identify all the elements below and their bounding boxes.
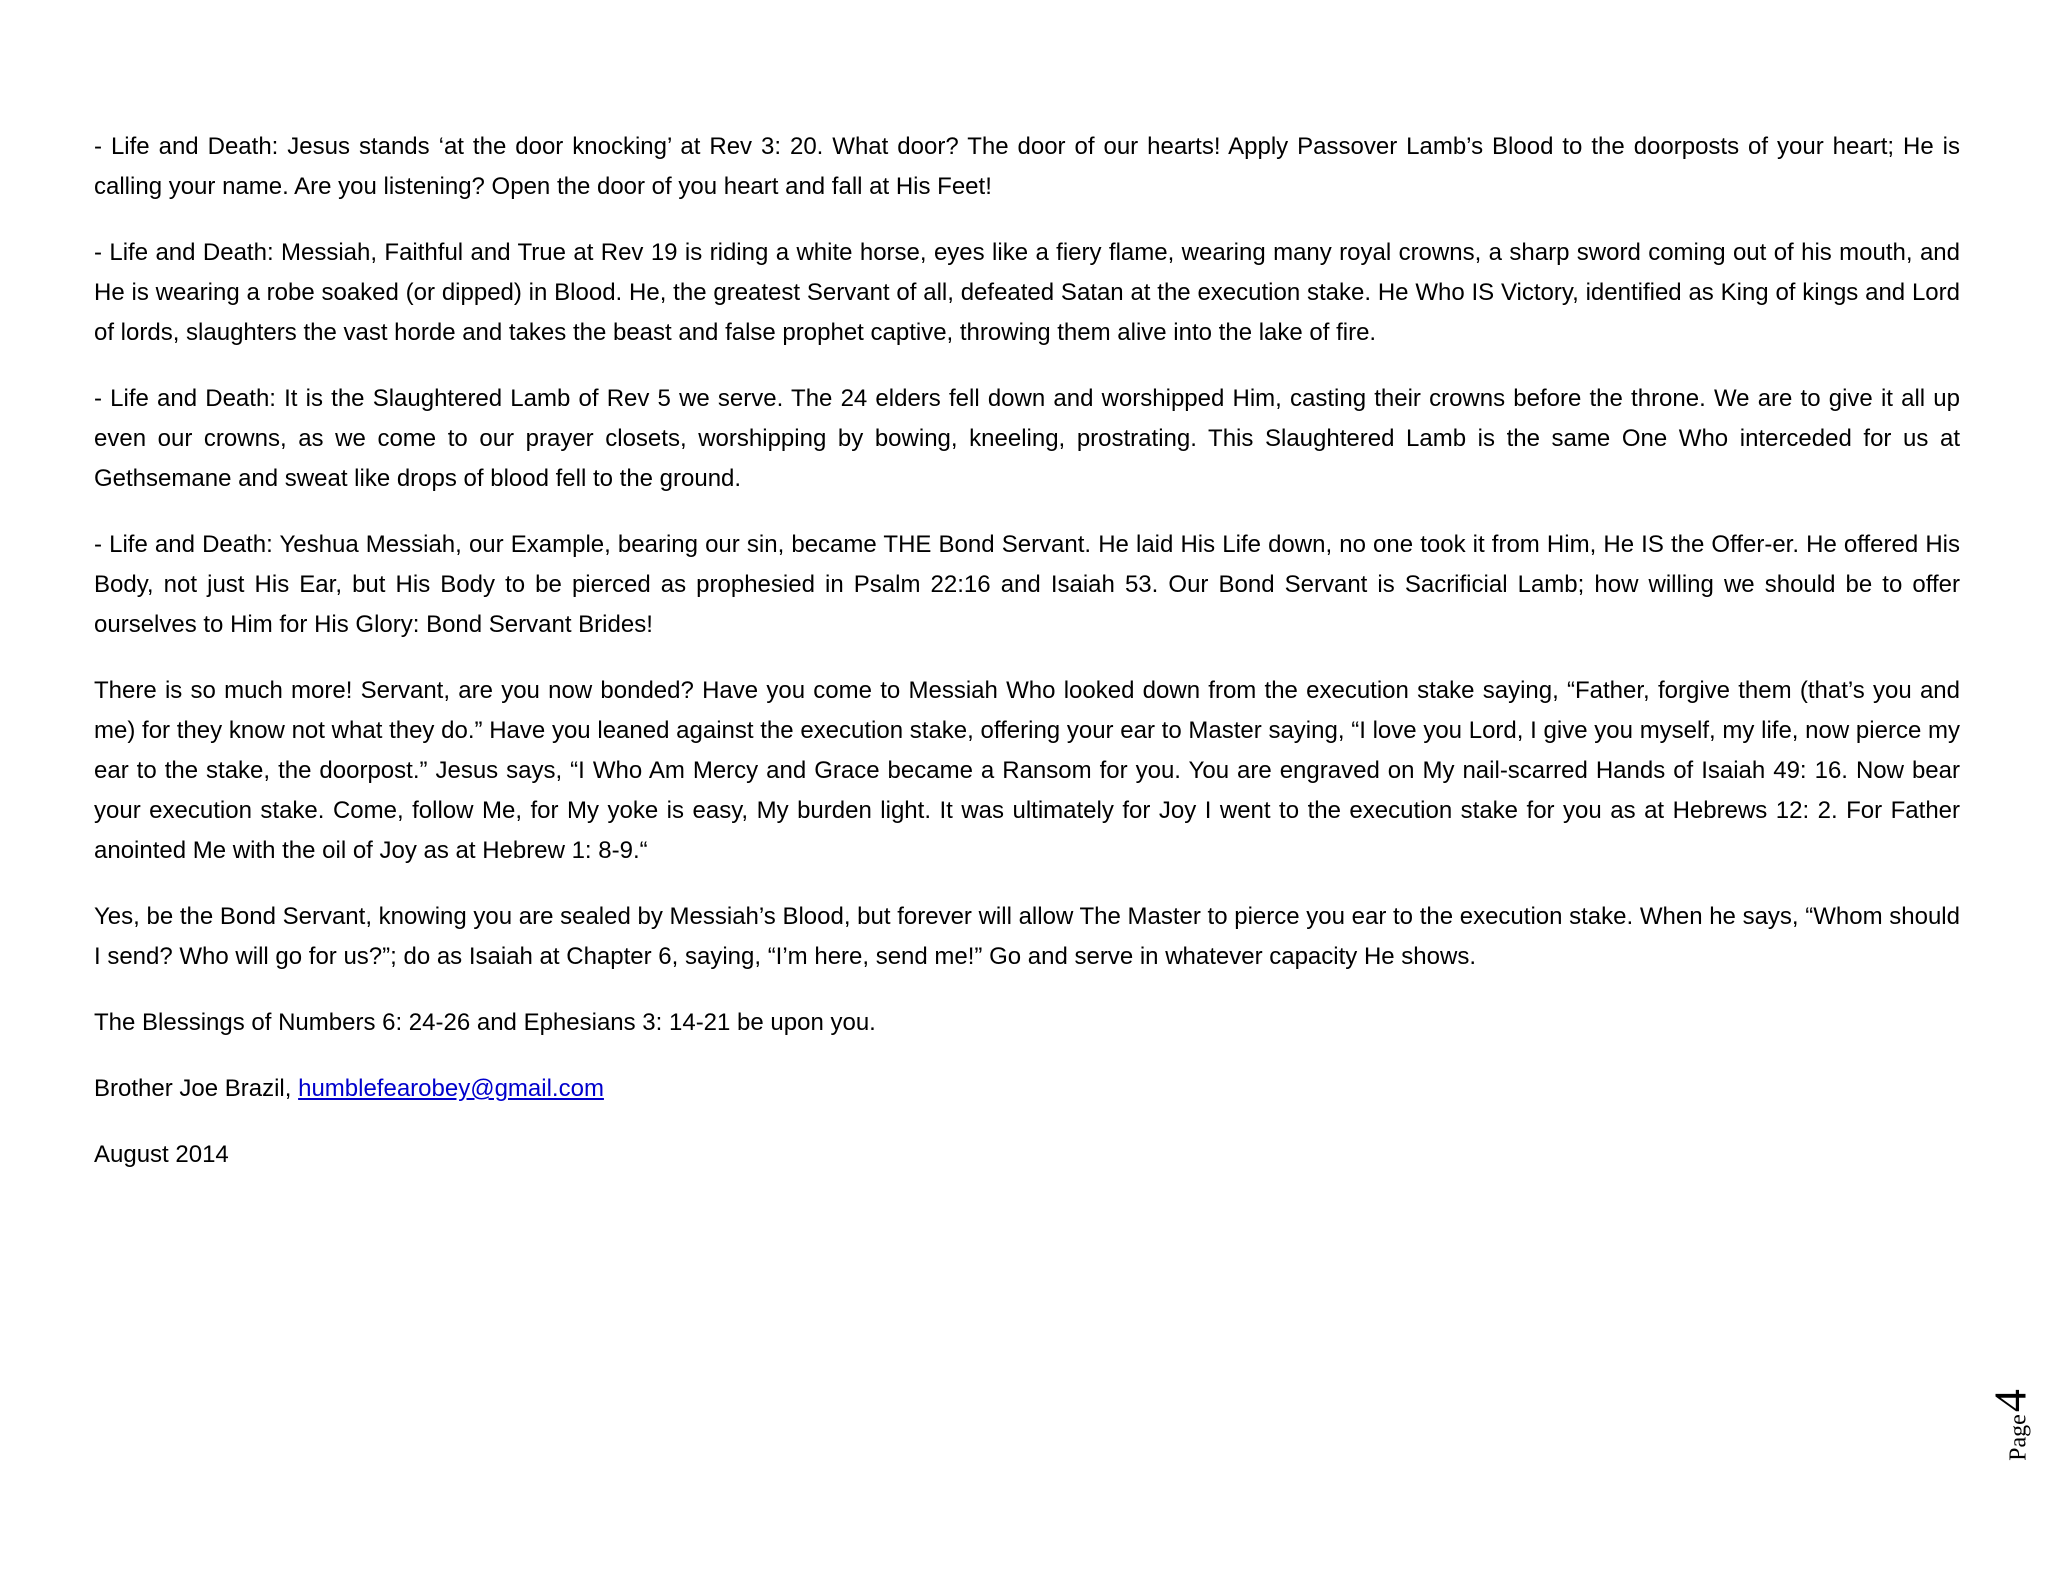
paragraph-3: - Life and Death: It is the Slaughtered Lamb of Rev 5 we serve. The 24 elders fell down and worshipped Him, casting their crowns before the throne. We are to give it all up even our crowns, as we come to our prayer closets, worshipping by bowing, kneeling, prostrating. This Slaughtered Lamb is the same One Who interceded for us at Gethsemane and sweat like drops of blood fell to the ground.: [94, 385, 1960, 492]
document-body: [94, 127, 1960, 1201]
page-number-marker: [1984, 1340, 2036, 1510]
paragraph-6: Yes, be the Bond Servant, knowing you are sealed by Messiah’s Blood, but forever will allow The Master to pierce you ear to the execution stake. When he says, “Whom should I send? Who will go for us?”; do as Isaiah at Chapter 6, saying, “I’m here, send me!” Go and serve in whatever capacity He shows.: [94, 903, 1960, 970]
signature-name: Brother Joe Brazil,: [94, 1075, 299, 1102]
paragraph-5: There is so much more! Servant, are you now bonded? Have you come to Messiah Who looked down from the execution stake saying, “Father, forgive them (that’s you and me) for they know not what they do.” Have you leaned against the execution stake, offering your ear to Master saying, “I love you Lord, I give you myself, my life, now pierce my ear to the stake, the doorpost.” Jesus says, “I Who Am Mercy and Grace became a Ransom for you. You are engraved on My nail-scarred Hands of Isaiah 49: 16. Now bear your execution stake. Come, follow Me, for My yoke is easy, My burden light. It was ultimately for Joy I went to the execution stake for you as at Hebrews 12: 2. For Father anointed Me with the oil of Joy as at Hebrew 1: 8-9.“: [94, 677, 1960, 864]
page-label: Page: [2005, 1414, 2032, 1461]
email-link[interactable]: humblefearobey@gmail.com: [298, 1075, 604, 1102]
paragraph-7: The Blessings of Numbers 6: 24-26 and Ephesians 3: 14-21 be upon you.: [94, 1009, 876, 1036]
document-date: August 2014: [94, 1141, 229, 1168]
page-number: 4: [1984, 1389, 2036, 1413]
paragraph-2: - Life and Death: Messiah, Faithful and True at Rev 19 is riding a white horse, eyes like a fiery flame, wearing many royal crowns, a sharp sword coming out of his mouth, and He is wearing a robe soaked (or dipped) in Blood. He, the greatest Servant of all, defeated Satan at the execution stake. He Who IS Victory, identified as King of kings and Lord of lords, slaughters the vast horde and takes the beast and false prophet captive, throwing them alive into the lake of fire.: [94, 239, 1960, 346]
signature-line: [94, 1069, 1960, 1109]
paragraph-1: - Life and Death: Jesus stands ‘at the door knocking’ at Rev 3: 20. What door? The door of our hearts! Apply Passover Lamb’s Blood to the doorposts of your heart; He is calling your name. Are you listening? Open the door of you heart and fall at His Feet!: [94, 133, 1960, 200]
paragraph-4: - Life and Death: Yeshua Messiah, our Example, bearing our sin, became THE Bond Servant. He laid His Life down, no one took it from Him, He IS the Offer-er. He offered His Body, not just His Ear, but His Body to be pierced as prophesied in Psalm 22:16 and Isaiah 53. Our Bond Servant is Sacrificial Lamb; how willing we should be to offer ourselves to Him for His Glory: Bond Servant Brides!: [94, 531, 1960, 638]
